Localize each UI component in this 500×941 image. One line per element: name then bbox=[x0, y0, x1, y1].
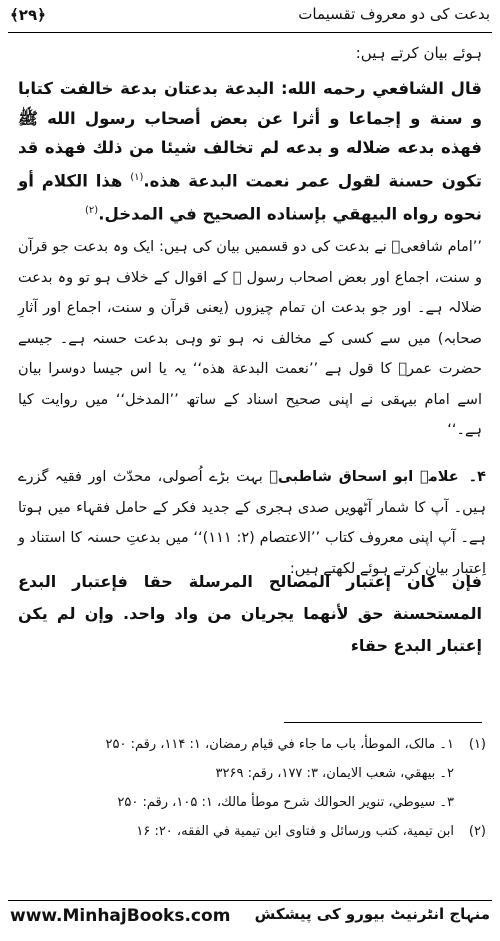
footnotes bbox=[18, 730, 486, 846]
running-title: بدعت کی دو معروف تقسیمات bbox=[298, 5, 490, 23]
footnote-number: (۲) bbox=[468, 824, 486, 839]
footnote-line bbox=[18, 817, 486, 846]
footnote-text: ۱۔ مالک، الموطأ، باب ما جاء في قيام رمضان، ۱: ۱۱۴، رقم: ۲۵۰ bbox=[105, 737, 454, 752]
footnote-line bbox=[18, 730, 486, 759]
page-header bbox=[8, 2, 492, 30]
footnote-divider bbox=[284, 722, 482, 723]
page-number: ﴾۲۹﴿ bbox=[10, 6, 46, 24]
publisher-credit: منہاج انٹرنیٹ بیورو کی پیشکش bbox=[254, 905, 490, 923]
arabic-quote-shafii bbox=[18, 74, 482, 229]
footnote-line bbox=[18, 788, 486, 817]
footnote-number: (۱) bbox=[468, 737, 486, 752]
footer-divider bbox=[8, 900, 492, 901]
item-number: ۴۔ bbox=[468, 469, 486, 485]
arabic-quote-text: قال الشافعي رحمه الله: البدعة بدعتان بدعة خالفت كتابا و سنة و إجماعا و أثرا عن بعض أصحاب رسول الله ﷺ فهذه بدعه ضلاله و بدعه لم تخالف شيئا من ذلك فهذه قد تكون حسنة لقول عمر نعمت البدعة هذه. bbox=[18, 79, 482, 190]
scholar-name: علامہ ابو اسحاق شاطبیؒ bbox=[269, 469, 459, 485]
intro-line: ہوئے بیان کرتے ہیں: bbox=[355, 44, 482, 62]
footnote-text: ۳۔ سيوطي، تنوير الحوالك شرح موطأ مالك، ۱: ۱۰۵، رقم: ۲۵۰ bbox=[117, 795, 454, 810]
arabic-quote-text-2: هذا الكلام أو نحوه رواه البيهقي بإسناده الصحيح في المدخل. bbox=[18, 171, 482, 223]
header-divider bbox=[8, 32, 492, 33]
website-link[interactable]: www.MinhajBooks.com bbox=[10, 906, 231, 926]
footnote-text: ۲۔ بيهقي، شعب الايمان، ۳: ۱۷۷، رقم: ۳۲۶۹ bbox=[215, 766, 454, 781]
urdu-translation-paragraph: ’’امام شافعیؒ نے بدعت کی دو قسمیں بیان کی ہیں: ایک وہ بدعت جو قرآن و سنت، اجماع اور بعض اصحاب رسول ﷺ کے اقوال کے خلاف ہو تو وہ بدعت ضلالہ ہے۔ اور جو بدعت ان تمام چیزوں (یعنی قرآن و سنت، اجماع اور آثارِ صحابہ) میں سے کسی کے مخالف نہ ہو تو وہی بدعت حسنہ ہے۔ جیسے حضرت عمرؓ کا قول ہے ’’نعمت البدعة هذه‘‘ یہ یا اس جیسا دوسرا بیان اسے امام بیہقی نے اپنی صحیح اسناد کے ساتھ ’’المدخل‘‘ میں روایت کیا ہے۔‘‘ bbox=[18, 239, 482, 438]
item-text: بہت بڑے اُصولی، محدّث اور فقیہ گزرے ہیں۔ آپ کا شمار آٹھویں صدی ہجری کے جدید فکر کے حامل فقہاء میں ہوتا ہے۔ آپ اپنی معروف کتاب ’’الاعتصام (۲: ۱۱۱)‘‘ میں بدعتِ حسنہ کا استناد و اِعتبار بیان کرتے ہوئے لکھتے ہیں: bbox=[18, 469, 486, 577]
footnote-text: ابن تيمية، كتب ورسائل و فتاوى ابن تيمية في الفقه، ۲۰: ۱۶ bbox=[136, 824, 454, 839]
arabic-quote-shatibi: فإن كان إعتبار المصالح المرسلة حقا فإعتبار البدع المستحسنة حق لأنهما يجريان من واد واحد. وإن لم يكن إعتبار البدع حقاء bbox=[18, 572, 482, 655]
footnote-ref-2: (۲) bbox=[85, 204, 99, 216]
footnote-line bbox=[18, 759, 486, 788]
footnote-ref-1: (۱) bbox=[130, 171, 144, 183]
